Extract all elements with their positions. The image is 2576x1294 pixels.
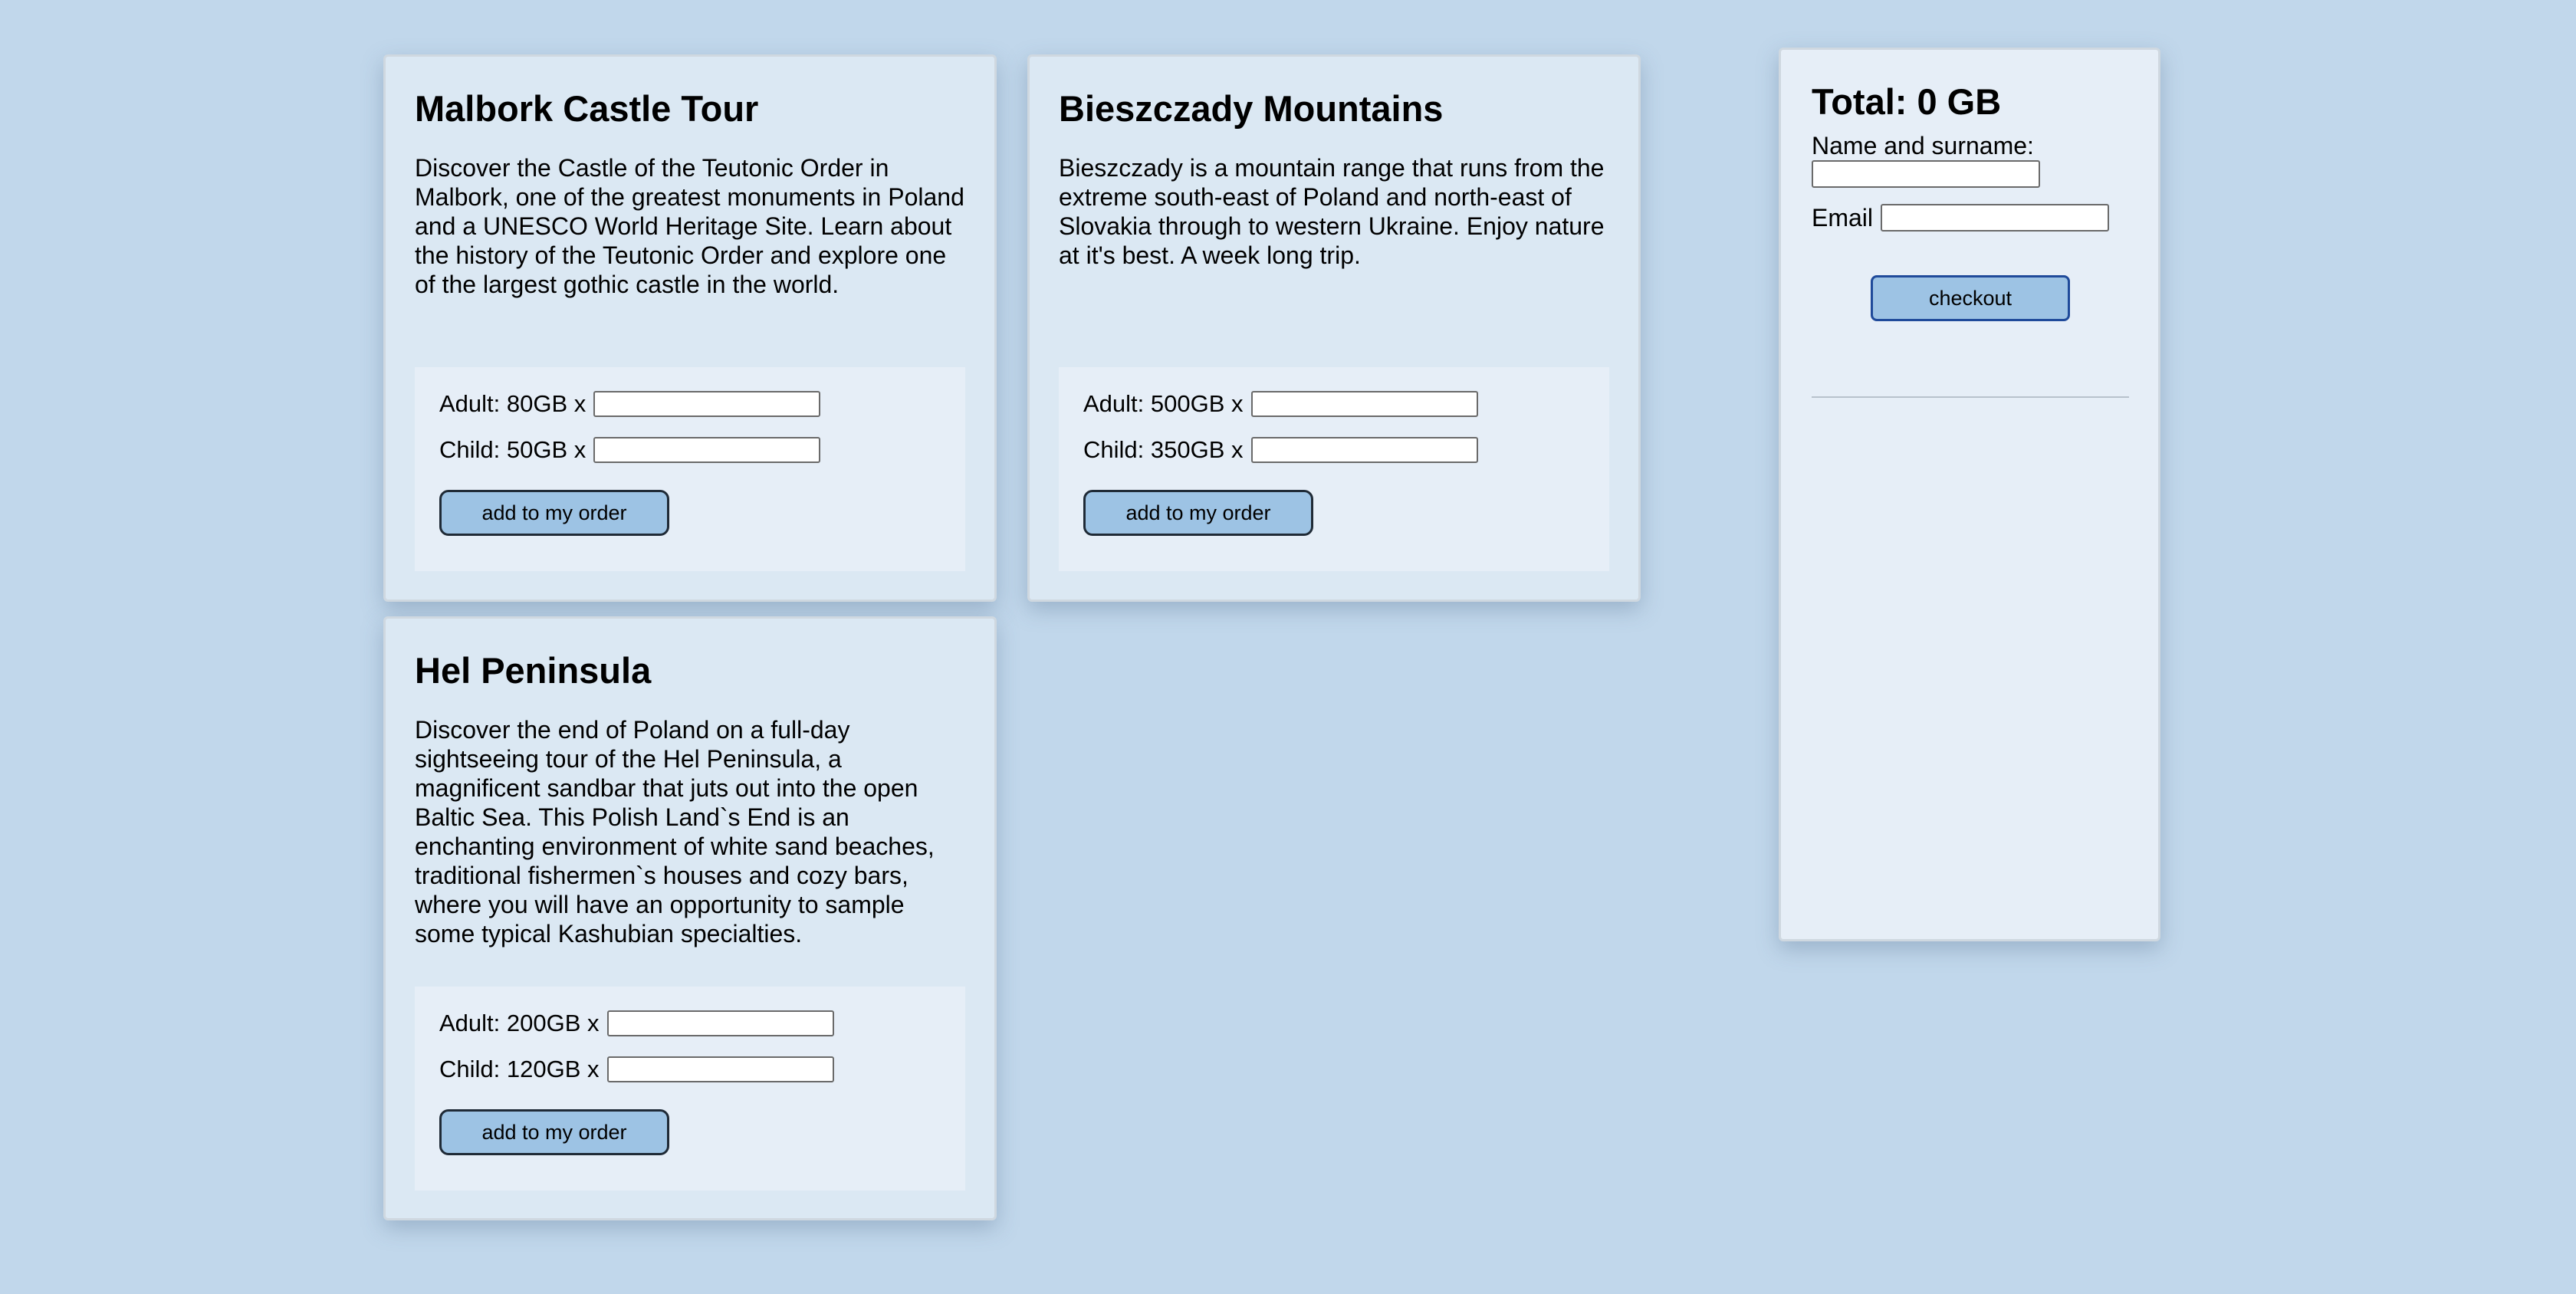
email-input[interactable] [1881, 204, 2109, 232]
name-input[interactable] [1812, 160, 2040, 188]
child-price-label: Child: 120GB x [439, 1056, 600, 1082]
order-box [415, 987, 965, 1191]
adult-quantity-input[interactable] [1251, 391, 1478, 417]
tour-title: Malbork Castle Tour [415, 88, 759, 129]
tour-title: Bieszczady Mountains [1059, 88, 1444, 129]
add-to-order-button[interactable]: add to my order [1083, 490, 1313, 536]
order-box [1059, 367, 1609, 571]
adult-price-label: Adult: 80GB x [439, 390, 586, 417]
order-summary-panel [1779, 48, 2160, 941]
summary-divider [1812, 396, 2129, 398]
child-row [1083, 435, 1586, 465]
adult-quantity-input[interactable] [607, 1010, 834, 1036]
adult-price-label: Adult: 500GB x [1083, 390, 1244, 417]
adult-quantity-input[interactable] [593, 391, 820, 417]
email-row [1812, 203, 2129, 232]
add-to-order-button[interactable]: add to my order [439, 1109, 669, 1155]
child-row [439, 435, 942, 465]
adult-row [439, 1008, 942, 1039]
child-price-label: Child: 350GB x [1083, 436, 1244, 463]
tour-card-hel [383, 616, 997, 1220]
child-quantity-input[interactable] [1251, 437, 1478, 463]
adult-row [439, 389, 942, 419]
order-total: Total: 0 GB [1812, 81, 2002, 122]
tour-title: Hel Peninsula [415, 650, 652, 691]
tour-card-malbork [383, 54, 997, 602]
name-label: Name and surname: [1812, 132, 2034, 159]
adult-row [1083, 389, 1586, 419]
tour-card-bieszczady [1027, 54, 1641, 602]
tour-description: Bieszczady is a mountain range that runs from the extreme south-east of Poland and north-east of Slovakia through to western Ukraine. Enjoy nature at it's best. A week long trip. [1059, 154, 1605, 269]
order-box [415, 367, 965, 571]
child-price-label: Child: 50GB x [439, 436, 586, 463]
checkout-button[interactable]: checkout [1871, 275, 2070, 321]
email-label: Email [1812, 204, 1874, 232]
tour-description: Discover the Castle of the Teutonic Order in Malbork, one of the greatest monuments in Poland and a UNESCO World Heritage Site. Learn about the history of the Teutonic Order and explore one of the largest gothic castle in the world. [415, 154, 964, 298]
add-to-order-button[interactable]: add to my order [439, 490, 669, 536]
child-quantity-input[interactable] [607, 1056, 834, 1082]
adult-price-label: Adult: 200GB x [439, 1010, 600, 1036]
tour-description: Discover the end of Poland on a full-day sightseeing tour of the Hel Peninsula, a magnificent sandbar that juts out into the open Baltic Sea. This Polish Land`s End is an enchanting environment of white sand beaches, traditional fishermen`s houses and cozy bars, where you will have an opportunity to sample some typical Kashubian specialties. [415, 716, 935, 948]
child-row [439, 1054, 942, 1085]
child-quantity-input[interactable] [593, 437, 820, 463]
